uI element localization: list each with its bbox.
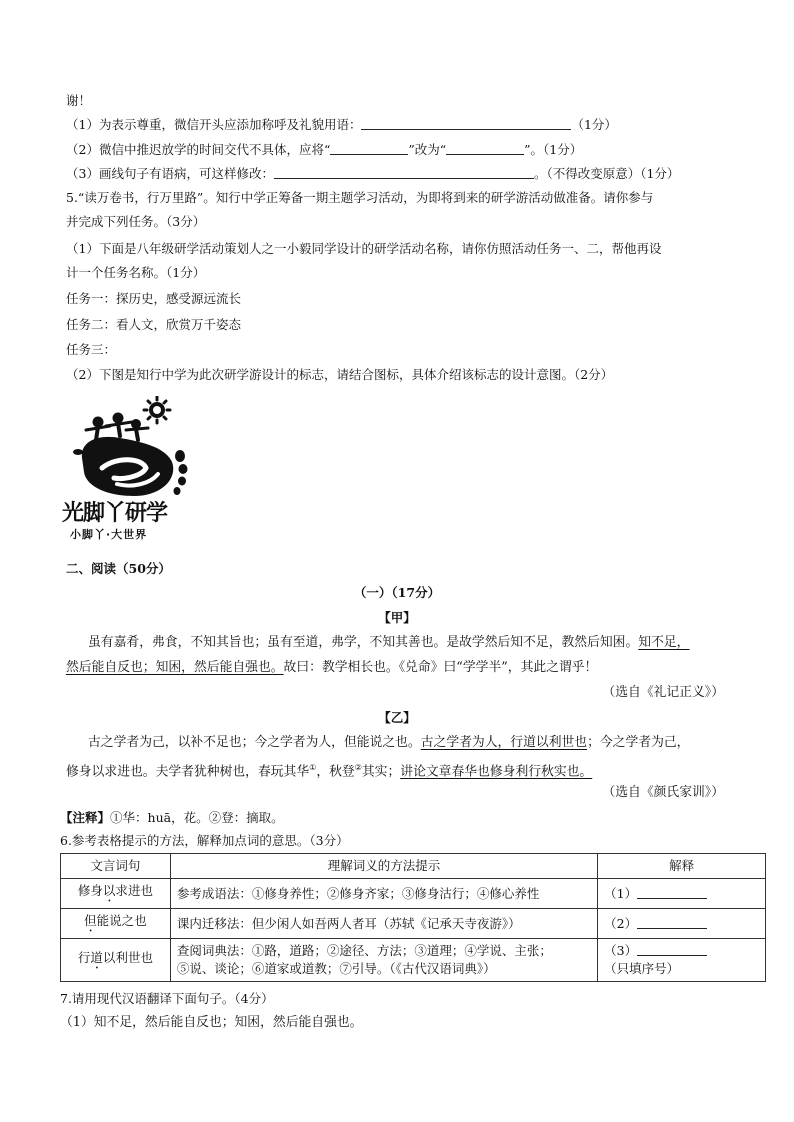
q5-sub1-line2: 计一个任务名称。（1分） [66,265,206,280]
answer-cell[interactable]: （3） （只填序号） [598,939,766,982]
passage-jia-label: 【甲】 [378,610,416,625]
study-tour-logo [62,396,202,546]
sun-icon [144,397,170,423]
phrase-cell [61,879,171,909]
phrase-cell [61,939,171,982]
table-header-answer: 解释 [598,854,766,879]
table-header-phrase: 文言词句 [61,854,171,879]
q5-sub1-line1: （1）下面是八年级研学活动策划人之一小毅同学设计的研学活动名称，请你仿照活动任务一、二，帮他再设 [66,241,662,256]
q5-stem-line2: 并完成下列任务。（3分） [66,214,206,229]
q6-table [60,853,766,982]
method-cell: 课内迁移法：但少闲人如吾两人者耳（苏轼《记承天寺夜游》） [170,909,597,939]
q5-task1: 任务一：探历史，感受源远流长 [66,291,242,306]
q4-sub2: （2）微信中推迟放学的时间交代不具体，应将“ ”改为“ ”。（1分） [66,142,583,157]
table-header-row [61,854,766,879]
passage-yi-label: 【乙】 [378,710,416,725]
answer-cell[interactable]: （1） [598,879,766,909]
q5-task3: 任务三： [66,342,117,357]
q4-sub3: （3）画线句子有语病，可这样修改： 。（不得改变原意）（1分） [66,166,680,181]
q7-sub1: （1）知不足，然后能自反也；知困，然后能自强也。 [60,1015,363,1030]
table-header-method: 理解词义的方法提示 [170,854,597,879]
q4-sub1: （1）为表示尊重，微信开头应添加称呼及礼貌用语： （1分） [66,117,617,132]
footprint-logo-icon [62,396,202,506]
emphasized-char: 以 [102,883,116,898]
logo-title: 光脚丫研学 [62,501,168,526]
q4-sub2-blank-a[interactable] [330,142,408,155]
answer-blank-1[interactable] [637,886,707,899]
logo-subtitle: 小脚丫·大世界 [70,528,148,541]
q7-stem: 7.请用现代汉语翻译下面句子。（4分） [60,991,274,1006]
annotation-note: 【注释】①华：huā，花。②登：摘取。 [60,810,284,825]
q5-sub2: （2）下图是知行中学为此次研学游设计的标志，请结合图标，具体介绍该标志的设计意图。（2分） [66,367,614,382]
passage-jia-line1: 虽有嘉肴，弗食，不知其旨也；虽有至道，弗学，不知其善也。是故学然后知不足，教然后知困。知不足， [88,635,690,650]
phrase-text: 修身以求进也 [77,883,153,898]
q6-stem: 6.参考表格提示的方法，解释加点词的意思。（3分） [60,833,349,848]
passage-jia-line2: 然后能自反也；知困，然后能自强也。故曰：教学相长也。《兑命》曰“学学半”，其此之谓乎！ [66,660,598,675]
answer-cell[interactable]: （2） [598,909,766,939]
part-heading: （一）（17分） [353,585,441,600]
emphasized-char: 但 [84,913,97,928]
passage-jia-source: （选自《礼记正义》） [602,685,724,700]
passage-yi-line1: 古之学者为己，以补不足也；今之学者为人，但能说之也。古之学者为人，行道以利世也；今之学者为己， [88,735,690,750]
table-row [61,879,766,909]
q4-sub2-blank-b[interactable] [446,142,524,155]
q4-sub3-blank[interactable] [274,166,534,179]
method-cell: 参考成语法：①修身养性；②修身齐家；③修身沽行；④修心养性 [170,879,597,909]
passage-yi-source: （选自《颜氏家训》） [602,785,724,800]
method-cell: 查阅词典法：①路，道路；②途径、方法；③道理；④学说、主张； ⑤说、谈论；⑥道家或道教；⑦引导。（《古代汉语词典》） [170,939,597,982]
table-row [61,939,766,982]
table-row [61,909,766,939]
q5-task2: 任务二：看人文，欣赏万千姿态 [66,317,242,332]
phrase-cell [61,909,171,939]
section-heading: 二、阅读（50分） [66,561,171,576]
answer-blank-2[interactable] [637,916,707,929]
phrase-text: 行道以利世也 [77,949,153,965]
q4-sub1-blank[interactable] [361,117,571,130]
passage-yi-line2: 修身以求进也。夫学者犹种树也，春玩其华①，秋登②其实；讲论文章春华也修身利行秋实也。 [66,763,593,780]
phrase-text: 但能说之也 [84,913,147,928]
top-fragment: 谢！ [66,93,92,108]
emphasized-char: 道 [90,949,103,965]
q5-stem-line1: 5.“读万卷书，行万里路”。知行中学正筹备一期主题学习活动，为即将到来的研学游活动做准备。请你参与 [66,190,654,205]
answer-blank-3[interactable] [637,943,707,956]
